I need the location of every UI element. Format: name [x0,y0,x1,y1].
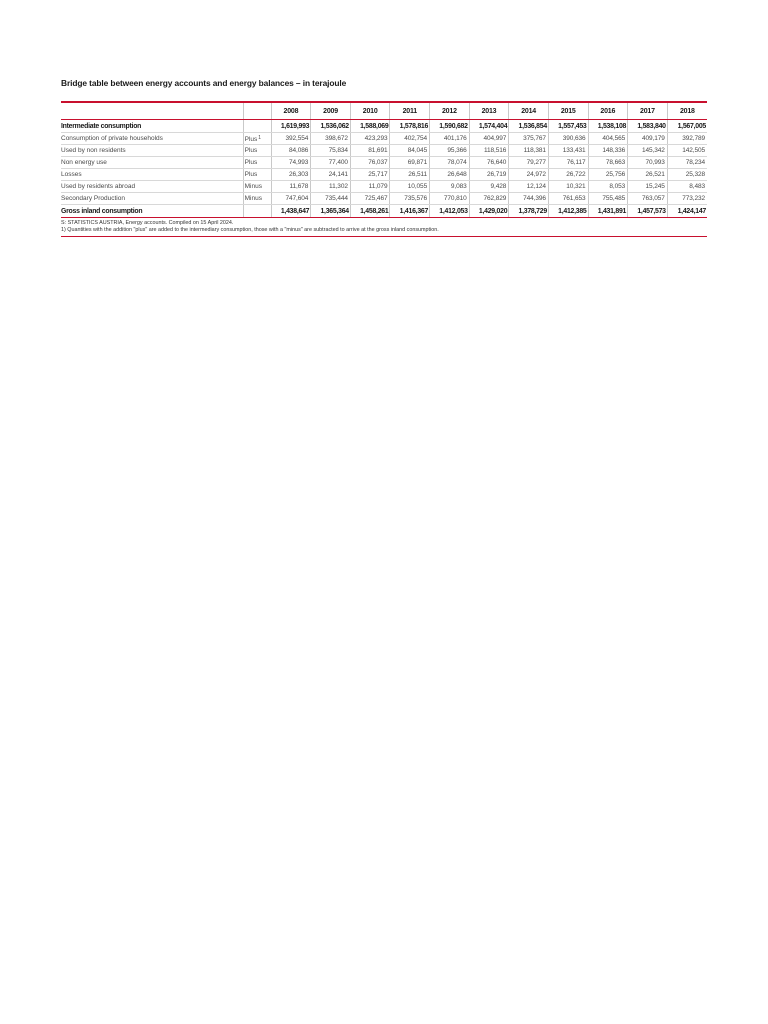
table-cell: 9,428 [469,181,509,193]
table-row [61,133,707,145]
document [61,78,707,237]
header-blank-note [243,103,271,120]
table-cell: 74,993 [271,157,311,169]
table-cell: 76,117 [548,157,588,169]
table-cell: 24,972 [509,169,549,181]
row-label: Intermediate consumption [61,120,243,133]
table-row [61,157,707,169]
row-operation [243,120,271,133]
table-cell: 25,328 [667,169,707,181]
table-cell: 1,557,453 [548,120,588,133]
table-cell: 1,619,993 [271,120,311,133]
row-operation [243,205,271,218]
table-cell: 761,653 [548,193,588,205]
year-header: 2016 [588,103,628,120]
table-cell: 1,458,261 [350,205,390,218]
row-label: Used by residents abroad [61,181,243,193]
table-cell: 762,829 [469,193,509,205]
table-cell: 404,997 [469,133,509,145]
table-cell: 95,366 [430,145,470,157]
table-cell: 26,521 [628,169,668,181]
row-operation [243,193,271,205]
table-cell: 84,086 [271,145,311,157]
table-cell: 78,074 [430,157,470,169]
table-cell: 735,444 [311,193,351,205]
year-header: 2017 [628,103,668,120]
table-cell: 12,124 [509,181,549,193]
table-cell: 78,663 [588,157,628,169]
table-body [61,120,707,218]
table-cell: 1,567,005 [667,120,707,133]
year-header: 2010 [350,103,390,120]
table-cell: 9,083 [430,181,470,193]
table-cell: 10,055 [390,181,430,193]
table-cell: 26,511 [390,169,430,181]
bridge-table [61,103,707,218]
table-cell: 1,378,729 [509,205,549,218]
table-cell: 76,640 [469,157,509,169]
table-cell: 423,293 [350,133,390,145]
header-blank-label [61,103,243,120]
table-cell: 755,485 [588,193,628,205]
table-cell: 763,057 [628,193,668,205]
table-cell: 725,467 [350,193,390,205]
table-cell: 1,412,385 [548,205,588,218]
table-cell: 1,412,053 [430,205,470,218]
table-cell: 375,767 [509,133,549,145]
table-cell: 1,590,682 [430,120,470,133]
operation-text: Plus [244,147,258,154]
row-label: Non energy use [61,157,243,169]
table-cell: 1,424,147 [667,205,707,218]
table-cell: 409,179 [628,133,668,145]
operation-text: Plus [244,171,258,178]
table-cell: 26,719 [469,169,509,181]
table-cell: 145,342 [628,145,668,157]
table-row [61,120,707,133]
table-cell: 11,302 [311,181,351,193]
table-cell: 1,416,367 [390,205,430,218]
table-cell: 78,234 [667,157,707,169]
table-cell: 118,516 [469,145,509,157]
footnote-marker: 1 [258,134,262,141]
table-cell: 26,722 [548,169,588,181]
row-operation [243,133,271,145]
table-cell: 25,756 [588,169,628,181]
table-cell: 24,141 [311,169,351,181]
table-cell: 76,037 [350,157,390,169]
table-cell: 26,303 [271,169,311,181]
row-label: Gross inland consumption [61,205,243,218]
table-cell: 398,672 [311,133,351,145]
row-operation [243,157,271,169]
table-cell: 735,576 [390,193,430,205]
table-cell: 25,717 [350,169,390,181]
row-operation [243,181,271,193]
table-cell: 1,431,891 [588,205,628,218]
table-cell: 1,365,364 [311,205,351,218]
table-cell: 75,834 [311,145,351,157]
table-cell: 402,754 [390,133,430,145]
table-cell: 69,871 [390,157,430,169]
year-header: 2011 [390,103,430,120]
table-cell: 11,678 [271,181,311,193]
table-cell: 392,554 [271,133,311,145]
footnote-1: 1) Quantities with the addition "plus" are added to the intermediary consumption, those with a "minus" are subtracted to arrive at the gross inland consumption. [61,226,439,233]
table-cell: 1,578,816 [390,120,430,133]
year-header: 2018 [667,103,707,120]
table-row [61,145,707,157]
table-cell: 392,789 [667,133,707,145]
operation-text: Minus [244,195,262,202]
table-row [61,193,707,205]
table-cell: 1,536,854 [509,120,549,133]
table-cell: 10,321 [548,181,588,193]
table-cell: 142,505 [667,145,707,157]
footnotes [61,220,707,237]
table-row [61,181,707,193]
table-cell: 26,648 [430,169,470,181]
table-cell: 8,053 [588,181,628,193]
row-label: Secondary Production [61,193,243,205]
table-cell: 77,400 [311,157,351,169]
table-cell: 148,336 [588,145,628,157]
row-operation [243,169,271,181]
table-row [61,205,707,218]
table-cell: 81,691 [350,145,390,157]
table-cell: 8,483 [667,181,707,193]
table-cell: 1,538,108 [588,120,628,133]
year-header: 2012 [430,103,470,120]
table-cell: 118,381 [509,145,549,157]
table-cell: 770,810 [430,193,470,205]
table-cell: 1,574,404 [469,120,509,133]
table-cell: 747,604 [271,193,311,205]
table-cell: 390,636 [548,133,588,145]
table-cell: 773,232 [667,193,707,205]
year-header: 2015 [548,103,588,120]
row-label: Consumption of private households [61,133,243,145]
table-cell: 1,536,062 [311,120,351,133]
source-note: S: STATISTICS AUSTRIA, Energy accounts. Compiled on 15 April 2024. [61,220,234,226]
table-cell: 133,431 [548,145,588,157]
year-header: 2013 [469,103,509,120]
table-cell: 84,045 [390,145,430,157]
table-cell: 404,565 [588,133,628,145]
row-label: Losses [61,169,243,181]
table-cell: 79,277 [509,157,549,169]
table-cell: 11,079 [350,181,390,193]
operation-text: Minus [244,183,262,190]
table-cell: 1,588,069 [350,120,390,133]
row-label: Used by non residents [61,145,243,157]
operation-text: Plus [244,159,258,166]
table-cell: 744,396 [509,193,549,205]
table-cell: 401,176 [430,133,470,145]
operation-text: Plus [244,135,258,143]
table-cell: 15,245 [628,181,668,193]
table-cell: 1,457,573 [628,205,668,218]
table-cell: 1,438,647 [271,205,311,218]
table-cell: 70,993 [628,157,668,169]
table-cell: 1,583,840 [628,120,668,133]
row-operation [243,145,271,157]
year-header: 2014 [509,103,549,120]
year-header: 2008 [271,103,311,120]
year-header: 2009 [311,103,351,120]
table-cell: 1,429,020 [469,205,509,218]
header-row [61,103,707,120]
table-title: Bridge table between energy accounts and energy balances – in terajoule [61,78,347,88]
table-row [61,169,707,181]
